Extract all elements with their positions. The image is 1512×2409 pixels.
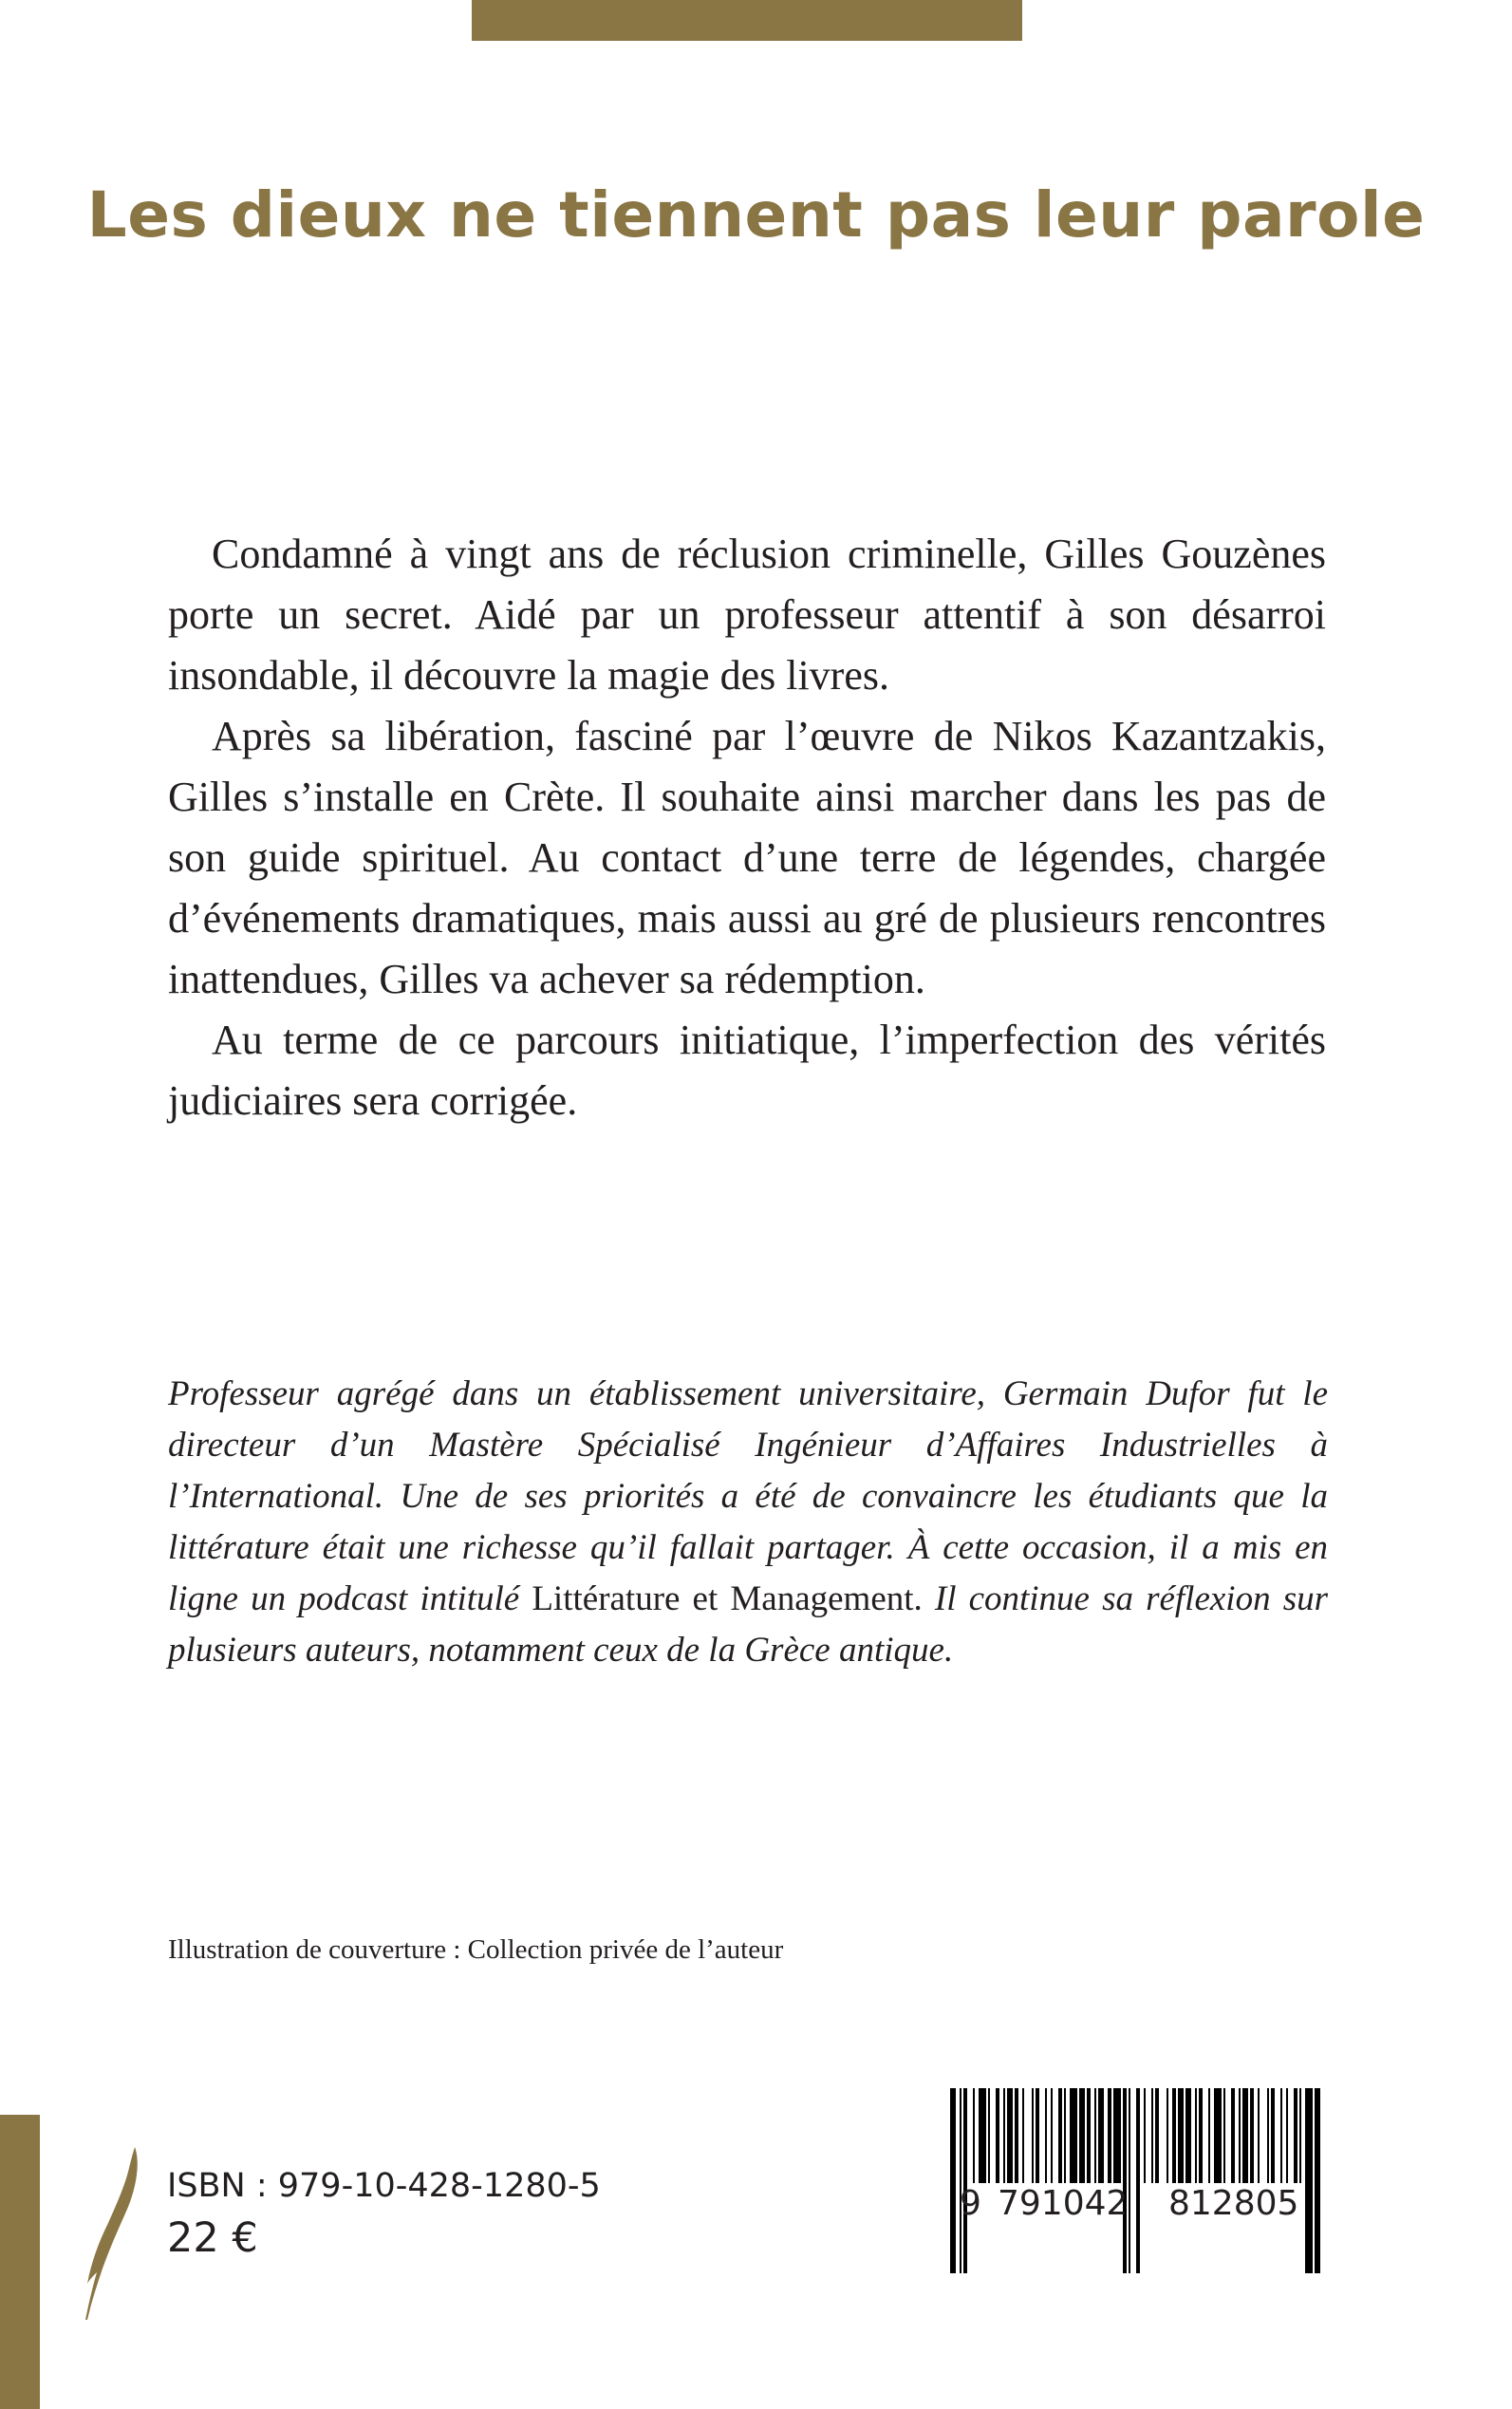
barcode-bar bbox=[1051, 2088, 1053, 2183]
barcode-bar bbox=[1058, 2088, 1062, 2183]
price: 22 € bbox=[167, 2214, 258, 2262]
barcode-bar bbox=[1064, 2088, 1066, 2183]
summary-paragraph-3: Au terme de ce parcours initiatique, l’imperfection des vérités judiciaires sera corrigée. bbox=[168, 1017, 1326, 1124]
barcode-bar bbox=[1199, 2088, 1203, 2183]
barcode-bar bbox=[973, 2088, 975, 2183]
barcode-bar bbox=[1172, 2088, 1176, 2183]
feather-quill-icon bbox=[82, 2143, 142, 2322]
barcode-bar bbox=[1144, 2088, 1146, 2183]
barcode-bar bbox=[1286, 2088, 1288, 2183]
barcode-bar bbox=[1022, 2088, 1024, 2183]
barcode-bar bbox=[1007, 2088, 1013, 2183]
barcode-bar bbox=[1129, 2088, 1130, 2273]
isbn-barcode bbox=[950, 2088, 1320, 2273]
barcode-bar bbox=[960, 2088, 961, 2273]
barcode-bar bbox=[1015, 2088, 1018, 2183]
barcode-bar bbox=[1032, 2088, 1034, 2183]
barcode-bar bbox=[1151, 2088, 1153, 2183]
bio-text-part-1: Professeur agrégé dans un établissement universitaire, Germain Dufor fut le directeur d’un Mastère Spécialisé Ingénieur d’Affaires Industrielles à l’International. Une de ses priorités a été de convaincre les étudiants que la littérature était une richesse qu’il fallait partager. À cette occasion, il a mis en ligne un podcast intitulé bbox=[168, 1374, 1328, 1618]
barcode-bar bbox=[1155, 2088, 1159, 2183]
barcode-bar bbox=[1003, 2088, 1005, 2183]
barcode-bar bbox=[988, 2088, 990, 2183]
barcode-bar bbox=[1258, 2088, 1260, 2183]
barcode-bar bbox=[1239, 2088, 1241, 2183]
barcode-bar bbox=[1294, 2088, 1297, 2183]
barcode-bar bbox=[1214, 2088, 1222, 2183]
barcode-bar bbox=[1195, 2088, 1197, 2183]
barcode-bar bbox=[1231, 2088, 1235, 2183]
summary-paragraph-1: Condamné à vingt ans de réclusion criminelle, Gilles Gouzènes porte un secret. Aidé par un professeur attentif à son désarroi insondable, il découvre la magie des livres. bbox=[168, 531, 1326, 699]
cover-illustration-credit: Illustration de couverture : Collection privée de l’auteur bbox=[168, 1934, 784, 1965]
barcode-bar bbox=[1113, 2088, 1121, 2183]
barcode-bar bbox=[1045, 2088, 1047, 2183]
barcode-bar bbox=[1208, 2088, 1210, 2183]
barcode-bar bbox=[1250, 2088, 1254, 2183]
barcode-bar bbox=[1242, 2088, 1248, 2183]
bio-text-part-2: Il continue sa réflexion sur plusieurs auteurs, notamment ceux de la Grèce antique. bbox=[168, 1579, 1328, 1670]
barcode-bar bbox=[1094, 2088, 1096, 2183]
barcode-bar bbox=[1136, 2088, 1140, 2273]
barcode-bar bbox=[1036, 2088, 1039, 2183]
barcode-bar bbox=[1267, 2088, 1269, 2183]
summary-paragraph-2: Après sa libération, fasciné par l’œuvre de Nikos Kazantzakis, Gilles s’installe en Crète. Il souhaite ainsi marcher dans les pas de son guide spirituel. Au contact d’une terre de légendes, chargée d’événements dramatiques, mais aussi au gré de plusieurs rencontres inattendues, Gilles va achever sa rédemption. bbox=[168, 713, 1326, 1002]
back-cover-summary bbox=[168, 524, 1326, 1131]
top-accent-bar bbox=[472, 0, 1022, 41]
barcode-bar bbox=[1299, 2088, 1301, 2183]
podcast-title: Littérature et Management. bbox=[532, 1579, 923, 1618]
barcode-bar bbox=[979, 2088, 986, 2183]
barcode-bar bbox=[1315, 2088, 1320, 2273]
barcode-bar bbox=[1087, 2088, 1091, 2183]
barcode-bar bbox=[950, 2088, 956, 2273]
barcode-bar bbox=[1280, 2088, 1282, 2183]
barcode-bar bbox=[1271, 2088, 1275, 2183]
book-title: Les dieux ne tiennent pas leur parole bbox=[86, 178, 1426, 252]
barcode-digit-first: 9 bbox=[960, 2184, 981, 2223]
barcode-bar bbox=[1185, 2088, 1191, 2183]
barcode-group-right: 812805 bbox=[1168, 2184, 1299, 2223]
barcode-bar bbox=[1178, 2088, 1184, 2183]
bottom-left-accent-bar bbox=[0, 2115, 40, 2409]
barcode-bar bbox=[1223, 2088, 1225, 2183]
barcode-bar bbox=[1108, 2088, 1111, 2183]
barcode-bar bbox=[1167, 2088, 1168, 2183]
isbn-number: ISBN : 979-10-428-1280-5 bbox=[167, 2167, 601, 2205]
barcode-bar bbox=[1070, 2088, 1077, 2183]
author-biography bbox=[168, 1369, 1328, 1676]
barcode-bar bbox=[1123, 2088, 1127, 2273]
barcode-bar bbox=[963, 2088, 967, 2273]
barcode-bar bbox=[1098, 2088, 1104, 2183]
barcode-bar bbox=[1305, 2088, 1313, 2273]
barcode-bar bbox=[1079, 2088, 1085, 2183]
barcode-group-left: 791042 bbox=[998, 2184, 1129, 2223]
author-biography-text bbox=[168, 1369, 1328, 1676]
barcode-bar bbox=[996, 2088, 999, 2183]
